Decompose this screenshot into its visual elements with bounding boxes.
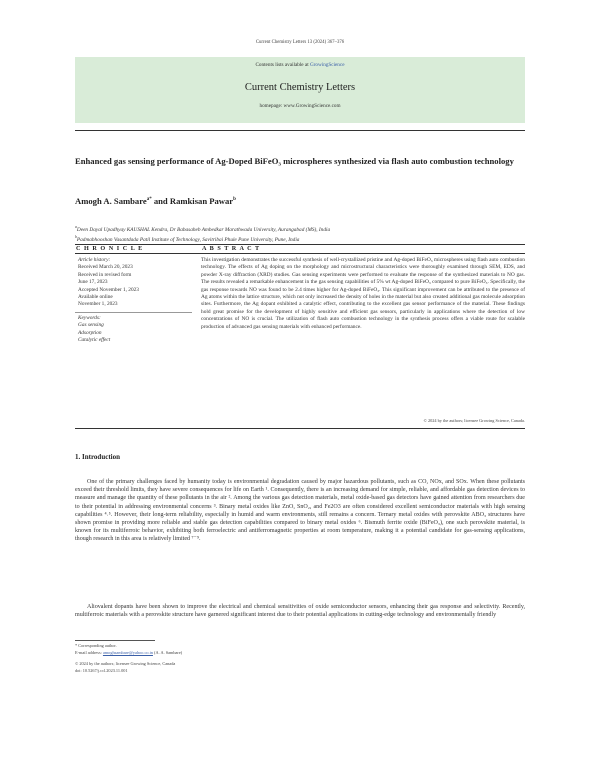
email-suffix: (A. A. Sambare) — [154, 650, 183, 655]
keyword: Gas sensing — [78, 322, 104, 329]
affiliation-text: Padmabhooshan Vasantdada Patil Institute of Technology, Savitribai Phule Pune University, Pune, India — [76, 236, 300, 243]
author-list — [75, 196, 236, 206]
revised-date: June 17, 2023 — [78, 279, 108, 286]
author-joiner: and — [151, 196, 170, 206]
online-label: Available online — [78, 294, 113, 301]
keywords-divider — [75, 312, 192, 313]
abstract-text: This investigation demonstrates the successful synthesis of well-crystallized pristine and Ag-doped BiFeO₃ microspheres using flash auto combustion technology. The effects of Ag doping on the morphology and microstructural characteristics were thoroughly examined through SEM, EDS, and powder X-ray diffraction (XRD) studies. Gas sensing experiments were performed to evaluate the response of the synthesized materials to NO gas. The results revealed a remarkable enhancement in the gas sensing capabilities of 5% wt Ag-doped BiFeO₃ compared to pure BiFeO₃. Specifically, the gas response towards NO was found to be 2.4 times higher for Ag-doped BiFeO₃. This significant improvement can be attributed to the presence of Ag atoms within the lattice structure, which not only increased the density of holes in the material but also created additional gas molecule adsorption sites. Furthermore, the Ag dopant exhibited a catalytic effect, contributing to the excellent gas sensor performance of the material. These findings hold great promise for the development of highly sensitive and efficient gas sensors, particularly in applications where the detection of low concentrations of NO is crucial. The utilization of flash auto combustion technology in the synthesis process offers a viable route for scalable production of advanced gas sensing materials with enhanced performance. — [201, 257, 525, 330]
keywords-panel — [75, 315, 192, 345]
contents-available-line — [75, 62, 525, 68]
affiliation-mark: a — [75, 225, 77, 229]
online-date: November 1, 2023 — [78, 301, 118, 308]
journal-name: Current Chemistry Letters — [244, 82, 356, 93]
journal-reference: Current Chemistry Letters 13 (2024) 367–376 — [255, 40, 345, 45]
keyword: Catalytic effect — [78, 337, 111, 344]
accepted-date: Accepted November 1, 2023 — [78, 286, 139, 293]
chronicle-heading: C H R O N I C L E — [76, 245, 144, 252]
author-name: Amogh A. Sambare — [75, 196, 147, 206]
email-link[interactable]: amoghsambare@yahoo.co.in — [102, 650, 153, 655]
article-title: Enhanced gas sensing performance of Ag-Doped BiFeO₃ microspheres synthesized via flash auto combustion technology — [75, 156, 514, 166]
abstract-heading: A B S T R A C T — [202, 245, 261, 252]
contents-prefix: Contents lists available at — [255, 62, 309, 68]
email-label: E-mail address — [75, 650, 101, 655]
affiliation — [75, 225, 330, 233]
received-date: Received March 20, 2023 — [78, 264, 133, 271]
intro-paragraph-1: One of the primary challenges faced by humanity today is environmental degradation caused by major hazardous pollutants, such as CO, NOx, and SOx. When these pollutants exceed their threshold limits, they have severe consequences for life on Earth ¹. Consequently, there is an increasing demand for simple, reliable, and affordable gas detection devices to measure and manage the quantity of these pollutants in the air ². Among the various gas detection materials, metal oxide-based gas detectors have gained attention from researchers due to their potential in addressing environmental concerns ³. Binary metal oxides like ZnO, SnO₂, and Fe2O3 are often considered excellent semiconductor materials with high sensing capabilities ⁴˒⁵. However, their long-term reliability, especially in humid and warm environments, still remains a concern. Ternary metal oxides with perovskite ABO₃ structures have shown promise in providing more reliable and stable gas detection capabilities compared to binary metal oxides ⁶. Bismuth ferrite oxide (BiFeO₃), one such perovskite material, is known for its multiferroic behavior, exhibiting both ferroelectric and antiferromagnetic properties at room temperature, making it a potential candidate for gas-sensing applications, though research in this area is relatively limited ⁷⁻⁹. — [75, 479, 525, 543]
corresponding-author-note: * Corresponding author. — [75, 643, 117, 648]
publisher-link[interactable]: GrowingScience — [309, 62, 345, 68]
affiliation-mark: b — [75, 235, 77, 239]
affiliation-text: Deen Dayal Upadhyay KAUSHAL Kendra, Dr Babasaheb Ambedkar Marathwada University, Aurangabad (MS), India — [76, 226, 331, 233]
history-label: Article history: — [78, 257, 111, 263]
email-line: E-mail address: amoghsambare@yahoo.co.in (A. A. Sambare) — [75, 650, 183, 655]
doi[interactable]: doi: 10.5267/j.ccl.2023.11.001 — [75, 668, 128, 673]
abstract-copyright: © 2024 by the authors; licensee Growing Science, Canada. — [423, 418, 525, 423]
footnote-divider — [75, 640, 155, 641]
abstract-bottom-rule — [75, 428, 525, 429]
author-name: Ramkisan Pawar — [169, 196, 234, 206]
intro-paragraph-2: Aliovalent dopants have been shown to improve the electrical and chemical sensitivities of oxide semiconductor sensors, enhancing their gas response and selectivity. Recently, multiferroic materials with a perovskite structure have garnered significant interest due to their potential applications in cutting-edge technology and environmentally friendly — [75, 604, 525, 619]
chronicle-panel — [75, 257, 192, 309]
journal-homepage[interactable]: homepage: www.GrowingScience.com — [259, 103, 341, 109]
keywords-label: Keywords: — [78, 315, 101, 321]
header-divider — [75, 130, 525, 131]
footer-copyright: © 2024 by the authors; licensee Growing Science, Canada — [75, 661, 176, 666]
revised-label: Received in revised form — [78, 271, 132, 278]
affiliation — [75, 235, 299, 243]
keyword: Adsorption — [78, 329, 102, 336]
introduction-heading: 1. Introduction — [75, 453, 120, 461]
info-heading-rule — [75, 253, 525, 254]
author-superscript: a* — [146, 197, 152, 203]
author-superscript: b — [233, 197, 236, 203]
